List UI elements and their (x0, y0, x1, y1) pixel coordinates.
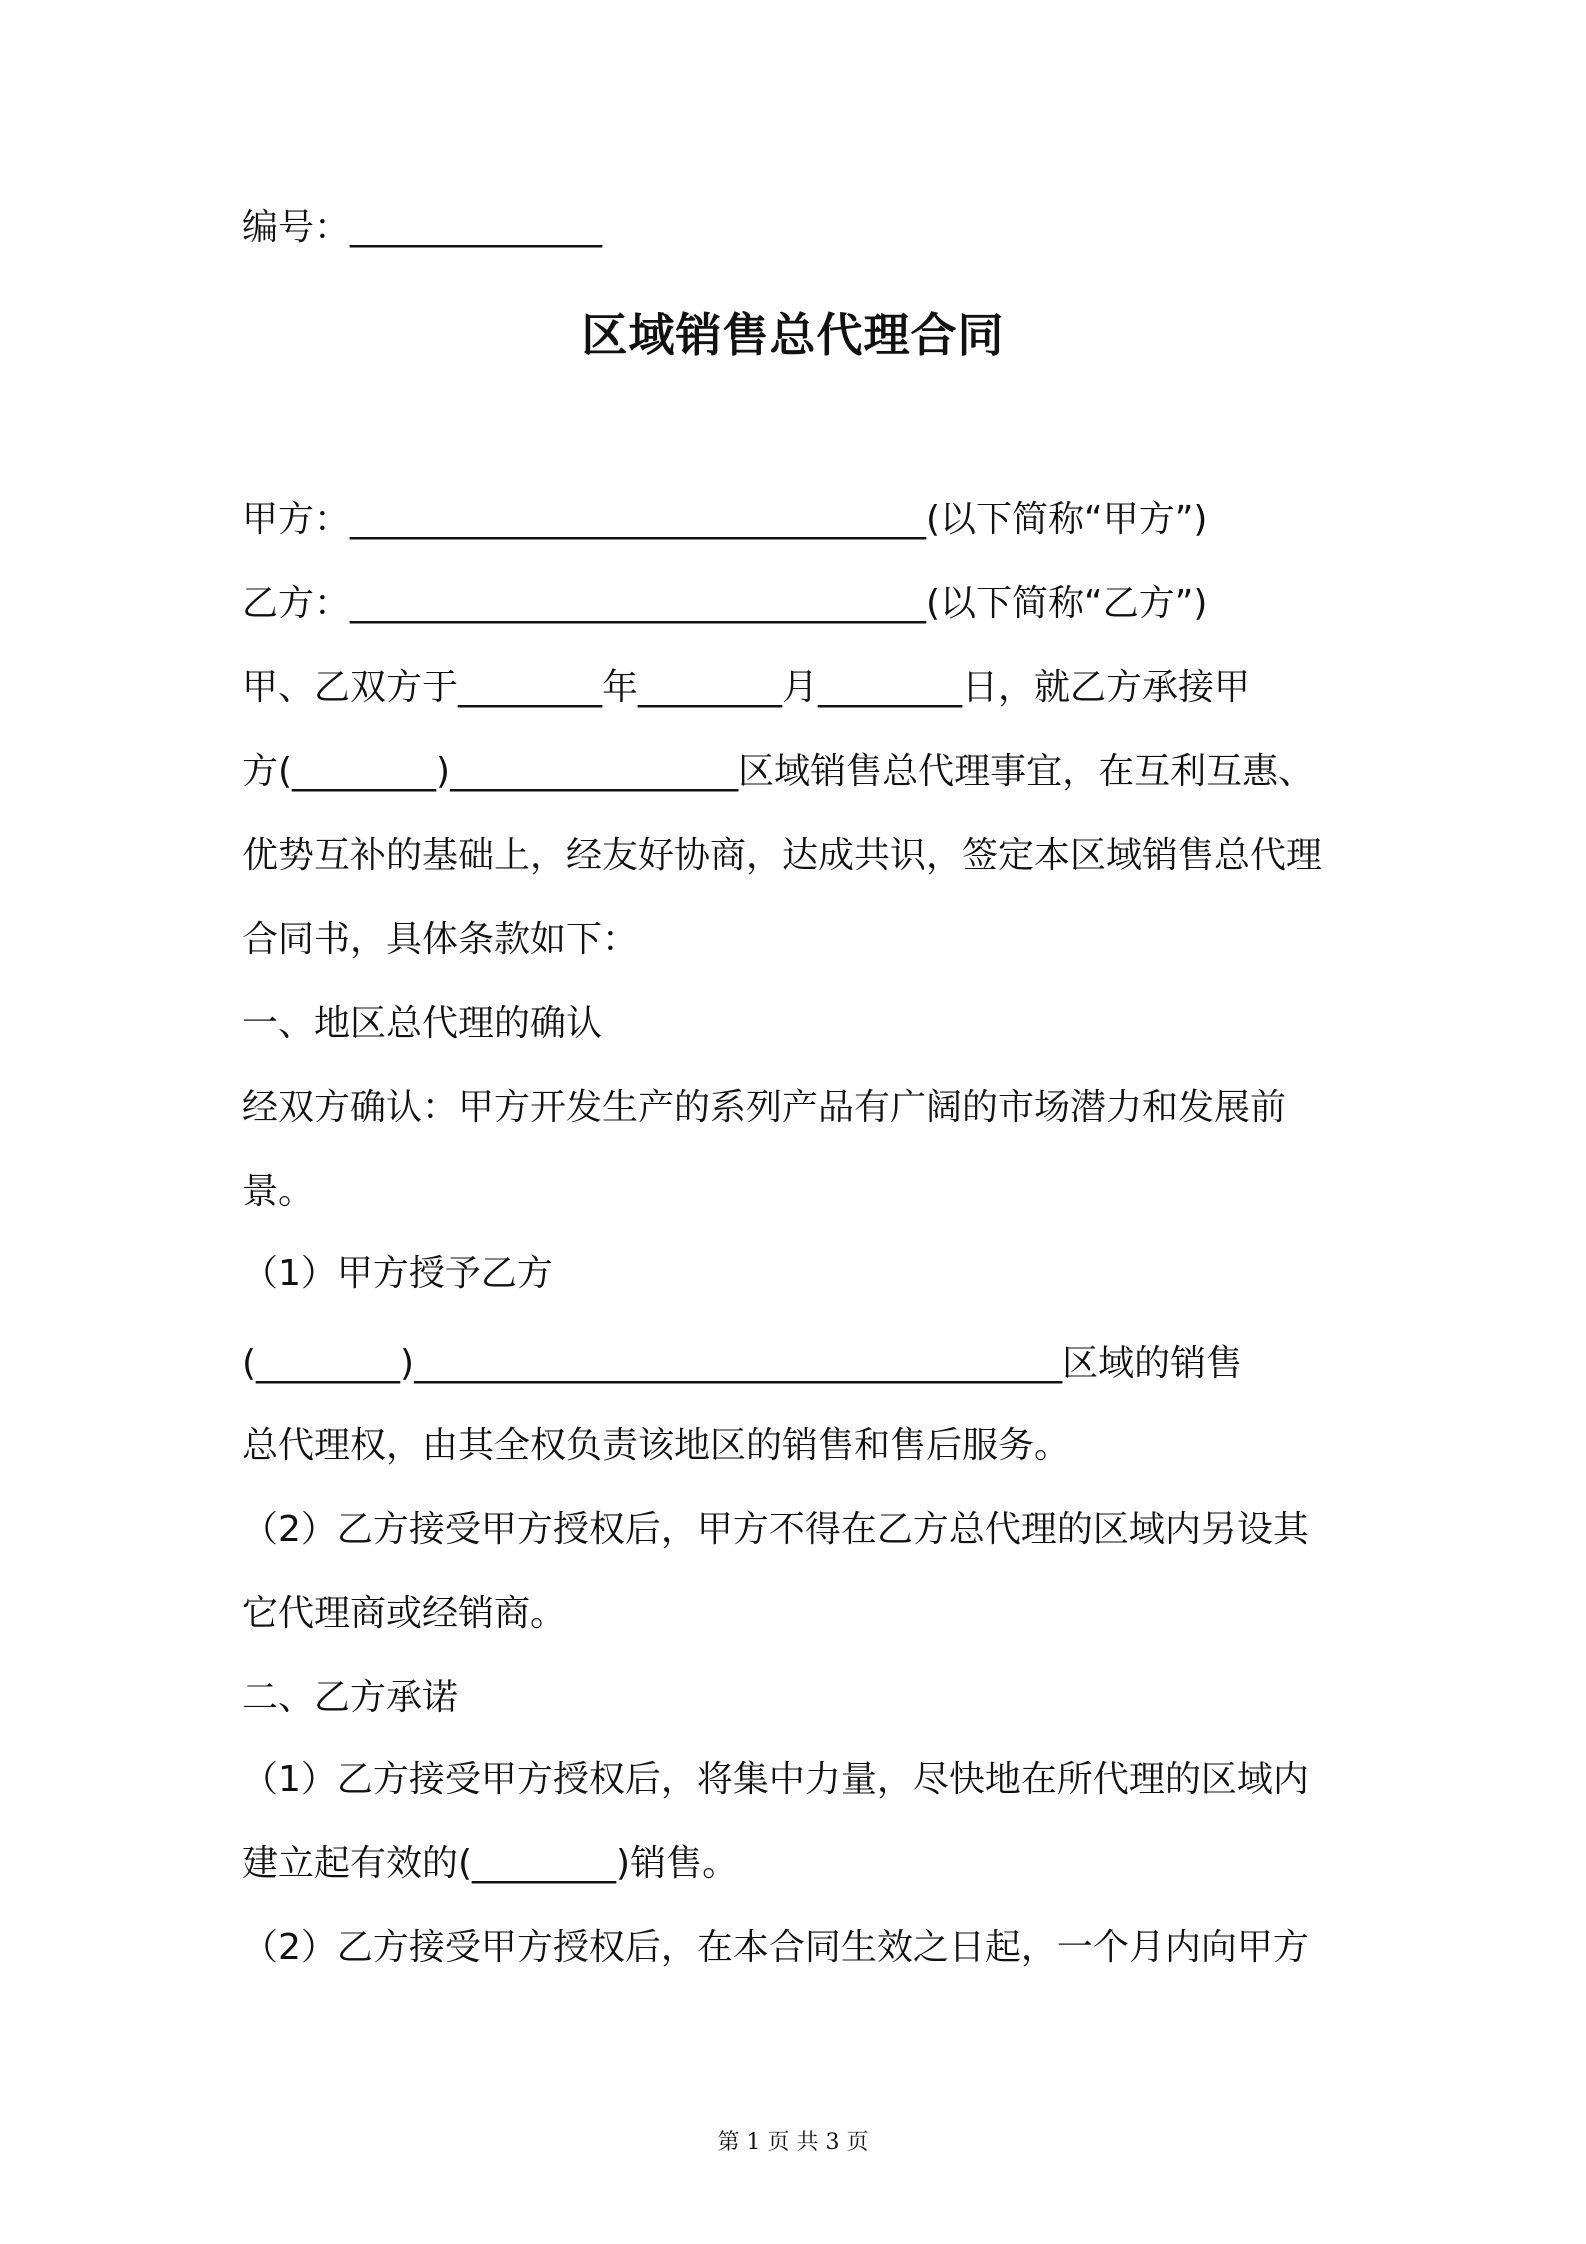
contract-number-line: 编号：______________ (242, 207, 603, 248)
body-line: 优势互补的基础上，经友好协商，达成共识，签定本区域销售总代理 (242, 835, 1323, 876)
body-line: (________)____________________________________区域的销售 (242, 1343, 1243, 1384)
clause-line: （1）甲方授予乙方 (242, 1253, 553, 1294)
body-line: 方(________)________________区域销售总代理事宜，在互利互惠、 (242, 751, 1315, 792)
clause-line: （2）乙方接受甲方授权后，甲方不得在乙方总代理的区域内另设其 (242, 1509, 1309, 1550)
party-a-line: 甲方：________________________________(以下简称“甲方”) (242, 499, 1208, 540)
body-line: 总代理权，由其全权负责该地区的销售和售后服务。 (242, 1425, 1071, 1466)
body-line: 合同书，具体条款如下： (242, 919, 639, 960)
body-line: 它代理商或经销商。 (242, 1593, 567, 1634)
section-heading: 一、地区总代理的确认 (242, 1003, 603, 1044)
page-footer: 第 1 页 共 3 页 (717, 2130, 869, 2155)
clause-line: （2）乙方接受甲方授权后，在本合同生效之日起，一个月内向甲方 (242, 1927, 1309, 1968)
party-b-line: 乙方：________________________________(以下简称“乙方”) (242, 583, 1208, 624)
body-line: 甲、乙双方于________年________月________日，就乙方承接甲 (242, 667, 1251, 708)
body-line: 经双方确认：甲方开发生产的系列产品有广阔的市场潜力和发展前 (242, 1087, 1287, 1128)
body-line: 景。 (242, 1171, 315, 1212)
section-heading: 二、乙方承诺 (242, 1677, 459, 1718)
clause-line: （1）乙方接受甲方授权后，将集中力量，尽快地在所代理的区域内 (242, 1759, 1309, 1800)
document-title: 区域销售总代理合同 (581, 308, 1005, 362)
body-line: 建立起有效的(________)销售。 (242, 1843, 739, 1884)
